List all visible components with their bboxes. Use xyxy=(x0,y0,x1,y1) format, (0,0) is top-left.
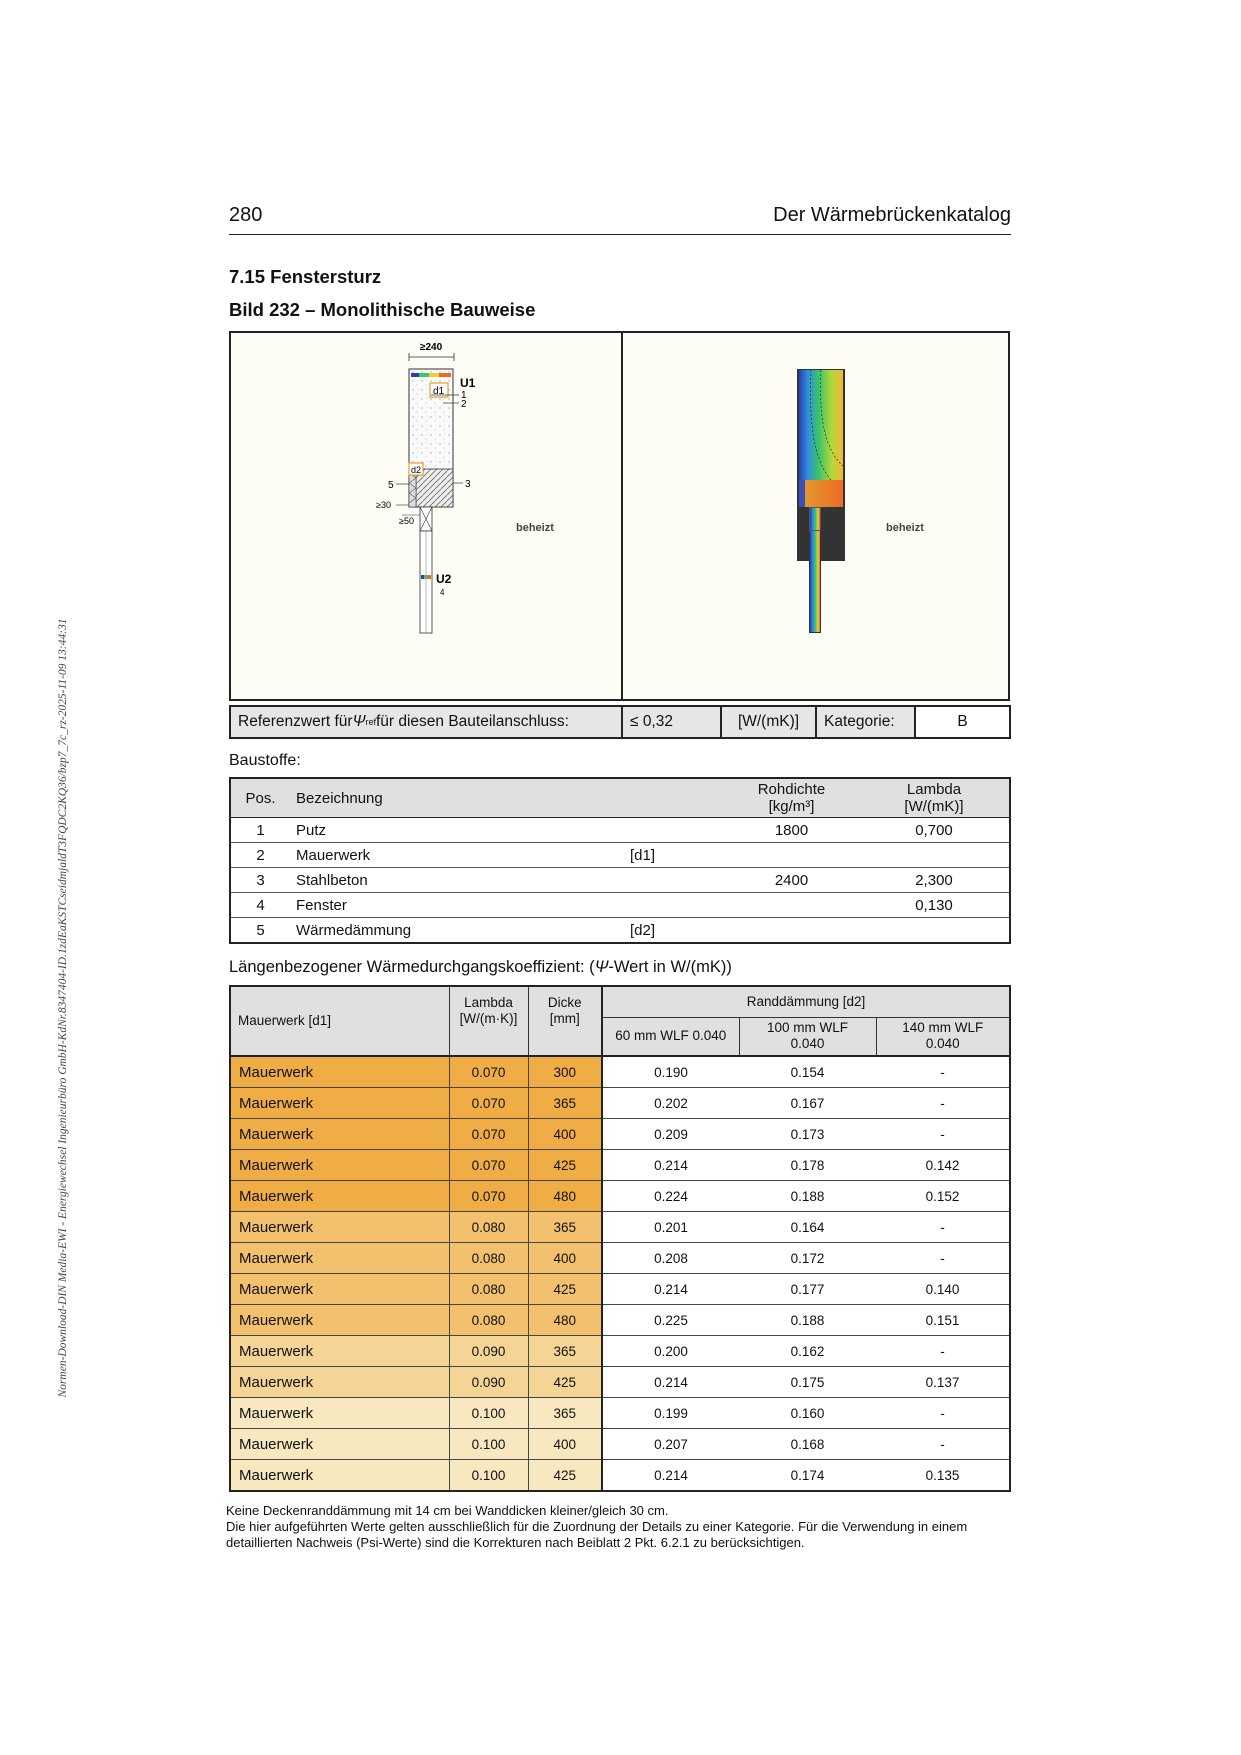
row-masonry-name: Mauerwerk xyxy=(230,1429,449,1460)
row-psi-100: 0.154 xyxy=(790,1064,825,1080)
row-psi-140: - xyxy=(940,1064,945,1080)
row-psi-60: 0.224 xyxy=(654,1188,688,1204)
materials-title: Baustoffe: xyxy=(229,752,301,769)
row-psi-100: 0.167 xyxy=(790,1095,825,1111)
row-lambda: 0.100 xyxy=(449,1398,528,1429)
col-density: Rohdichte [kg/m³] xyxy=(724,778,859,818)
row-psi-140: 0.142 xyxy=(925,1157,960,1173)
psi-row xyxy=(230,1367,1010,1398)
row-masonry-name: Mauerwerk xyxy=(230,1088,449,1119)
row-psi-100: 0.188 xyxy=(790,1312,825,1328)
row-thickness: 400 xyxy=(528,1119,602,1150)
dim-30-label: ≥30 xyxy=(376,500,391,510)
heated-label-left: beheizt xyxy=(516,522,554,534)
row-psi-140: - xyxy=(940,1219,945,1235)
row-psi-140: - xyxy=(940,1250,945,1266)
row-psi-140: 0.137 xyxy=(925,1374,960,1390)
footnote-1: Keine Deckenranddämmung mit 14 cm bei Wanddicken kleiner/gleich 30 cm. xyxy=(226,1503,669,1518)
material-name: Putz xyxy=(296,821,327,839)
row-lambda: 0.080 xyxy=(449,1243,528,1274)
material-density: 1800 xyxy=(774,821,809,839)
material-lambda xyxy=(859,918,1010,944)
psi-row xyxy=(230,1150,1010,1181)
material-density xyxy=(724,893,859,918)
pos1-label: 1 xyxy=(461,390,467,401)
row-masonry-name: Mauerwerk xyxy=(230,1367,449,1398)
row-psi-140: 0.135 xyxy=(925,1467,960,1483)
figure-drawings xyxy=(231,333,1008,699)
material-pos: 2 xyxy=(256,846,265,864)
psi-row xyxy=(230,1336,1010,1367)
row-masonry-name: Mauerwerk xyxy=(230,1212,449,1243)
col-edge-100: 100 mm WLF 0.040 xyxy=(739,1017,876,1056)
row-psi-140: 0.151 xyxy=(925,1312,960,1328)
psi-row xyxy=(230,1181,1010,1212)
row-psi-100: 0.164 xyxy=(790,1219,825,1235)
row-masonry-name: Mauerwerk xyxy=(230,1398,449,1429)
row-thickness: 365 xyxy=(528,1212,602,1243)
row-thickness: 365 xyxy=(528,1398,602,1429)
page-header xyxy=(229,204,1011,235)
col-lambda: Lambda [W/(mK)] xyxy=(859,778,1010,818)
row-psi-60: 0.201 xyxy=(654,1219,688,1235)
material-name: Wärmedämmung xyxy=(296,921,412,939)
row-lambda: 0.080 xyxy=(449,1274,528,1305)
psi-row xyxy=(230,1274,1010,1305)
materials-header-row xyxy=(230,778,1010,818)
row-psi-100: 0.160 xyxy=(790,1405,825,1421)
row-masonry-name: Mauerwerk xyxy=(230,1274,449,1305)
row-psi-100: 0.162 xyxy=(790,1343,825,1359)
psi-value-table xyxy=(229,985,1011,1492)
col-thickness: Dicke [mm] xyxy=(528,986,602,1056)
psi-row xyxy=(230,1460,1010,1492)
row-lambda: 0.070 xyxy=(449,1119,528,1150)
row-psi-100: 0.178 xyxy=(790,1157,825,1173)
row-lambda: 0.070 xyxy=(449,1181,528,1212)
materials-table xyxy=(229,777,1011,944)
dim-top-label: ≥240 xyxy=(420,342,443,353)
side-watermark-note: Normen-Download-DIN Media-EWI - Energiewechsel Ingenieurbüro GmbH-KdNr.8347404-ID.1zdEaKSTCseidmjaldT3FQDC2KQ36/bzp7_7c_rz-2025-11-09 13:44:31 xyxy=(57,618,69,1398)
col-name: Bezeichnung xyxy=(290,778,624,818)
pos2-label: 2 xyxy=(461,399,467,410)
material-ref: [d2] xyxy=(630,921,656,939)
row-masonry-name: Mauerwerk xyxy=(230,1181,449,1212)
d2-label: d2 xyxy=(411,465,422,475)
row-psi-60: 0.214 xyxy=(654,1374,688,1390)
row-psi-140: - xyxy=(940,1343,945,1359)
psi-row xyxy=(230,1305,1010,1336)
row-lambda: 0.070 xyxy=(449,1056,528,1088)
row-psi-100: 0.172 xyxy=(790,1250,825,1266)
material-lambda: 2,300 xyxy=(915,871,953,889)
row-psi-60: 0.200 xyxy=(654,1343,688,1359)
material-ref xyxy=(624,893,724,918)
row-masonry-name: Mauerwerk xyxy=(230,1460,449,1492)
category-label: Kategorie: xyxy=(815,707,914,737)
col-edge-insulation: Randdämmung [d2] xyxy=(602,986,1010,1017)
row-psi-100: 0.175 xyxy=(790,1374,825,1390)
reference-value: ≤ 0,32 xyxy=(621,707,720,737)
row-psi-100: 0.168 xyxy=(790,1436,825,1452)
material-density xyxy=(724,918,859,944)
row-psi-100: 0.173 xyxy=(790,1126,825,1142)
material-pos: 4 xyxy=(256,896,265,914)
u1-label: U1 xyxy=(460,376,476,390)
material-pos: 3 xyxy=(256,871,265,889)
dim-50-label: ≥50 xyxy=(399,516,414,526)
row-masonry-name: Mauerwerk xyxy=(230,1305,449,1336)
row-lambda: 0.090 xyxy=(449,1336,528,1367)
row-psi-60: 0.199 xyxy=(654,1405,688,1421)
row-psi-60: 0.214 xyxy=(654,1281,688,1297)
col-edge-140: 140 mm WLF 0.040 xyxy=(876,1017,1010,1056)
row-psi-140: - xyxy=(940,1436,945,1452)
figure-panel xyxy=(229,331,1010,701)
col-edge-60: 60 mm WLF 0.040 xyxy=(602,1017,739,1056)
col-pos: Pos. xyxy=(230,778,290,818)
row-psi-60: 0.190 xyxy=(654,1064,688,1080)
material-ref xyxy=(624,868,724,893)
pos3-label: 3 xyxy=(465,479,471,490)
u2-label: U2 xyxy=(436,572,452,586)
row-psi-140: - xyxy=(940,1126,945,1142)
pos4-label: 4 xyxy=(440,588,445,597)
row-lambda: 0.080 xyxy=(449,1212,528,1243)
thermal-simulation xyxy=(797,369,924,633)
row-lambda: 0.100 xyxy=(449,1460,528,1492)
material-row xyxy=(230,868,1010,893)
row-psi-60: 0.225 xyxy=(654,1312,688,1328)
construction-drawing xyxy=(376,342,554,633)
reference-value-row xyxy=(229,705,1011,739)
row-psi-100: 0.188 xyxy=(790,1188,825,1204)
heated-label-right: beheizt xyxy=(886,522,924,534)
psi-row xyxy=(230,1088,1010,1119)
row-thickness: 480 xyxy=(528,1181,602,1212)
psi-row xyxy=(230,1212,1010,1243)
d1-label: d1 xyxy=(433,386,445,397)
chapter-title: Der Wärmebrückenkatalog xyxy=(773,204,1011,226)
material-density: 2400 xyxy=(774,871,809,889)
row-psi-60: 0.209 xyxy=(654,1126,688,1142)
psi-row xyxy=(230,1056,1010,1088)
row-lambda: 0.070 xyxy=(449,1088,528,1119)
psi-symbol: Ψ xyxy=(352,713,366,730)
material-row xyxy=(230,893,1010,918)
material-name: Fenster xyxy=(296,896,347,914)
col-psi-lambda: Lambda [W/(m·K)] xyxy=(449,986,528,1056)
material-lambda: 0,130 xyxy=(915,896,953,914)
row-thickness: 425 xyxy=(528,1460,602,1492)
row-thickness: 425 xyxy=(528,1367,602,1398)
row-masonry-name: Mauerwerk xyxy=(230,1119,449,1150)
category-value: B xyxy=(914,707,1009,737)
row-psi-60: 0.207 xyxy=(654,1436,688,1452)
figure-title: Bild 232 – Monolithische Bauweise xyxy=(229,299,536,320)
material-ref xyxy=(624,818,724,843)
material-row xyxy=(230,843,1010,868)
row-psi-60: 0.214 xyxy=(654,1157,688,1173)
row-thickness: 300 xyxy=(528,1056,602,1088)
row-thickness: 365 xyxy=(528,1336,602,1367)
psi-row xyxy=(230,1398,1010,1429)
row-psi-100: 0.177 xyxy=(790,1281,825,1297)
row-psi-140: 0.152 xyxy=(925,1188,960,1204)
row-psi-140: 0.140 xyxy=(925,1281,960,1297)
row-masonry-name: Mauerwerk xyxy=(230,1150,449,1181)
psi-row xyxy=(230,1429,1010,1460)
material-pos: 5 xyxy=(256,921,265,939)
pos5-label: 5 xyxy=(388,480,394,491)
row-thickness: 480 xyxy=(528,1305,602,1336)
row-thickness: 425 xyxy=(528,1150,602,1181)
section-title: 7.15 Fenstersturz xyxy=(229,266,382,287)
material-name: Stahlbeton xyxy=(296,871,368,889)
material-pos: 1 xyxy=(256,821,265,839)
footnotes xyxy=(226,1503,1016,1551)
col-masonry: Mauerwerk [d1] xyxy=(230,986,449,1056)
row-lambda: 0.090 xyxy=(449,1367,528,1398)
psi-row xyxy=(230,1119,1010,1150)
row-thickness: 425 xyxy=(528,1274,602,1305)
page-number: 280 xyxy=(229,204,263,226)
row-lambda: 0.100 xyxy=(449,1429,528,1460)
row-thickness: 400 xyxy=(528,1243,602,1274)
row-lambda: 0.080 xyxy=(449,1305,528,1336)
material-name: Mauerwerk xyxy=(296,846,371,864)
material-lambda xyxy=(859,843,1010,868)
row-psi-60: 0.214 xyxy=(654,1467,688,1483)
material-row xyxy=(230,818,1010,843)
material-density xyxy=(724,843,859,868)
row-thickness: 400 xyxy=(528,1429,602,1460)
footnote-2: Die hier aufgeführten Werte gelten ausschließlich für die Zuordnung der Details zu einer Kategorie. Für die Verwendung in einem detaillierten Nachweis (Psi-Werte) sind die Korrekturen nach Beiblatt 2 Pkt. 6.2.1 zu berücksichtigen. xyxy=(226,1519,968,1550)
reference-label: Referenzwert für Ψ ref für diesen Bauteilanschluss: xyxy=(231,707,621,737)
psi-table-title: Längenbezogener Wärmedurchgangskoeffizient: (Ψ-Wert in W/(mK)) xyxy=(229,958,732,976)
row-masonry-name: Mauerwerk xyxy=(230,1056,449,1088)
material-lambda: 0,700 xyxy=(915,821,953,839)
row-psi-60: 0.208 xyxy=(654,1250,688,1266)
row-lambda: 0.070 xyxy=(449,1150,528,1181)
material-row xyxy=(230,918,1010,944)
row-psi-100: 0.174 xyxy=(790,1467,825,1483)
reference-unit: [W/(mK)] xyxy=(720,707,815,737)
row-masonry-name: Mauerwerk xyxy=(230,1243,449,1274)
row-psi-140: - xyxy=(940,1405,945,1421)
material-ref: [d1] xyxy=(630,846,656,864)
row-masonry-name: Mauerwerk xyxy=(230,1336,449,1367)
psi-row xyxy=(230,1243,1010,1274)
row-thickness: 365 xyxy=(528,1088,602,1119)
row-psi-140: - xyxy=(940,1095,945,1111)
row-psi-60: 0.202 xyxy=(654,1095,688,1111)
